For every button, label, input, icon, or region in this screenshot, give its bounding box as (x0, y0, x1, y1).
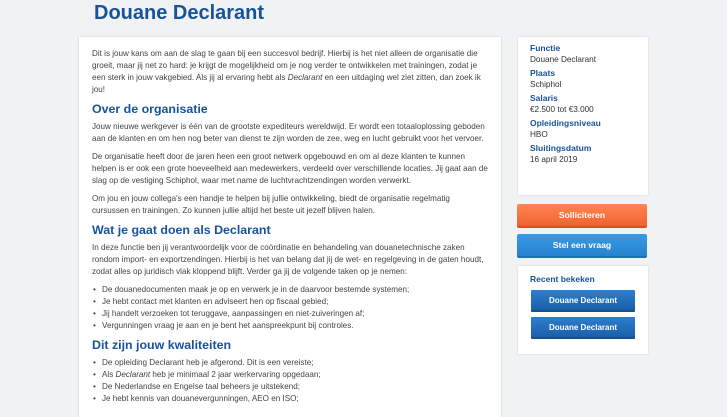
section-heading-qualities: Dit zijn jouw kwaliteiten (92, 338, 232, 352)
section-heading-tasks: Wat je gaat doen als Declarant (92, 223, 271, 237)
list-item: • De opleiding Declarant heb je afgerond. Dit is een vereiste; (102, 357, 489, 369)
paragraph: De organisatie heeft door de jaren heen een groot netwerk opgebouwd en om al deze klanten te kunnen helpen is er ook een grote hoeveelheid aan medewerkers, verdeeld over verschillende locaties. Jij gaat aan de slag op de vestiging Schiphol, waar met name de luchtvrachtzendingen worden verwerkt. (92, 152, 488, 185)
info-label-education: Opleidingsniveau (530, 118, 601, 128)
info-label-location: Plaats (530, 68, 556, 78)
list-item: • De Nederlandse en Engelse taal beheers je uitstekend; (102, 381, 489, 393)
recently-viewed-card (518, 266, 648, 354)
paragraph: Om jou en jouw collega's een handje te helpen bij jullie ontwikkeling, biedt de organisatie regelmatig cursussen en trainingen. Zo kunnen jullie altijd het beste uit jezelf blijven halen. (92, 194, 450, 215)
recently-viewed-title: Recent bekeken (530, 274, 595, 284)
section-heading-organisation: Over de organisatie (92, 102, 208, 116)
qualities-list (92, 357, 489, 405)
list-item: • Als Declarant heb je minimaal 2 jaar werkervaring opgedaan; (102, 369, 489, 381)
info-value-salary: €2.500 tot €3.000 (530, 105, 594, 114)
vacancy-description (79, 37, 501, 417)
info-value-location: Schiphol (530, 80, 562, 89)
info-value-education: HBO (530, 130, 548, 139)
job-info-card (518, 37, 648, 195)
list-item: • De douanedocumenten maak je op en verwerk je in de daarvoor bestemde systemen; (102, 284, 489, 296)
task-list (92, 284, 489, 332)
ask-question-button[interactable]: Stel een vraag (517, 234, 647, 258)
page-title: Douane Declarant (94, 2, 265, 24)
info-label-salary: Salaris (530, 93, 558, 103)
paragraph: Jouw nieuwe werkgever is één van de grootste expediteurs wereldwijd. Er wordt een totaaloplossing geboden aan de klanten en om hen nog beter van dienst te zijn worden de zee, weg en lucht gebruikt voor het vervoer. (92, 122, 485, 143)
list-item: • Jij handelt verzoeken tot teruggave, aanpassingen en niet-zuiveringen af; (102, 308, 489, 320)
list-item: • Vergunningen vraag je aan en je bent het aanspreekpunt bij controles. (102, 320, 489, 332)
info-label-closing-date: Sluitingsdatum (530, 143, 592, 153)
info-value-closing-date: 16 april 2019 (530, 155, 578, 164)
apply-button[interactable]: Solliciteren (517, 204, 647, 228)
list-item: • Je hebt contact met klanten en adviseert hen op fiscaal gebied; (102, 296, 489, 308)
paragraph: In deze functie ben jij verantwoordelijk voor de coördinatie en behandeling van douanetechnische zaken rondom import- en exportzendingen. Hierbij is het van belang dat jij de wet- en regelgeving in de gaten houdt, zodat alles op juridisch vlak kloppend blijft. Verder ga jij de volgende taken op je nemen: (92, 243, 484, 276)
recent-item-link[interactable]: Douane Declarant (531, 290, 635, 312)
info-value-function: Douane Declarant (530, 55, 596, 64)
intro-paragraph: Dit is jouw kans om aan de slag te gaan bij een succesvol bedrijf. Hierbij is het niet alleen de organisatie die groeit, maar jij net zo hard: je krijgt de mogelijkheid om je nog verder te ontwikkelen met trainingen, zodat je een sterk in jouw vakgebied. Als jij al ervaring hebt als Declarant en een uitdaging wel ziet zitten, dan zoek ik jou! (92, 49, 481, 94)
info-label-function: Functie (530, 43, 561, 53)
list-item: • Je hebt kennis van douanevergunningen, AEO en ISO; (102, 393, 489, 405)
recent-item-link[interactable]: Douane Declarant (531, 317, 635, 339)
